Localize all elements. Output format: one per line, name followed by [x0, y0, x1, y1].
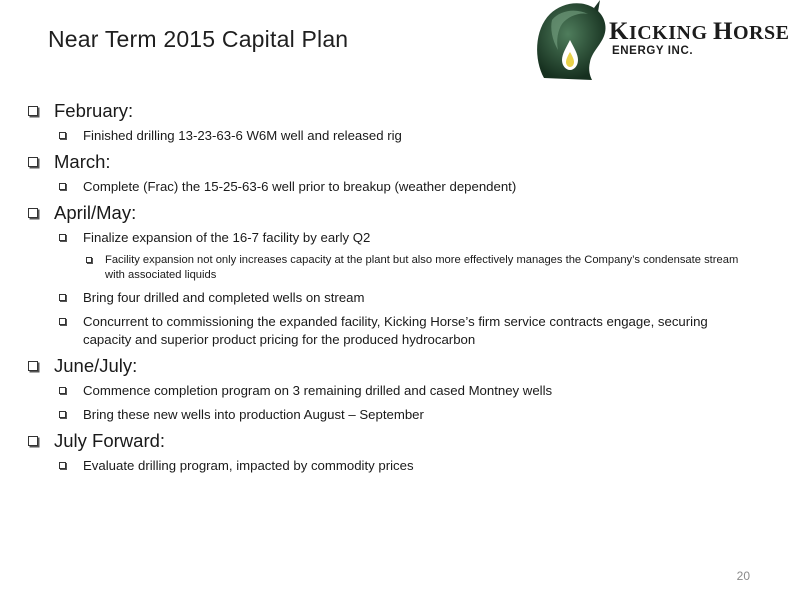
sub-list-item	[28, 253, 758, 283]
horse-head-logo-icon	[532, 0, 610, 80]
hollow-square-bullet-icon	[28, 106, 38, 116]
hollow-square-bullet-icon	[59, 411, 66, 418]
list-item-text: Concurrent to commissioning the expanded facility, Kicking Horse’s firm service contracts engage, securing capacity and superior product pricing for the produced hydrocarbon	[83, 314, 708, 347]
list-item	[28, 289, 758, 307]
section-heading-text: March:	[54, 151, 111, 172]
list-item-text: Evaluate drilling program, impacted by commodity prices	[83, 458, 414, 473]
list-item	[28, 313, 758, 349]
company-logo	[532, 0, 792, 84]
page-number: 20	[736, 569, 750, 583]
list-item-text: Finalize expansion of the 16-7 facility by early Q2	[83, 230, 371, 245]
logo-name-cap-k: K	[609, 18, 629, 45]
hollow-square-bullet-icon	[59, 183, 66, 190]
list-item-text: Bring these new wells into production August – September	[83, 407, 424, 422]
list-item	[28, 406, 758, 424]
section-heading-text: April/May:	[54, 202, 137, 223]
hollow-square-bullet-icon	[86, 257, 92, 263]
logo-name-cap-h: H	[713, 18, 733, 45]
hollow-square-bullet-icon	[59, 462, 66, 469]
list-item-text: Bring four drilled and completed wells on stream	[83, 290, 365, 305]
section-heading-april-may	[28, 202, 758, 224]
logo-name-rest-orse: ORSE	[732, 22, 790, 44]
list-item-text: Finished drilling 13-23-63-6 W6M well and released rig	[83, 128, 402, 143]
sub-list-item-text: Facility expansion not only increases capacity at the plant but also more effectively manages the Company’s condensate stream with associated liquids	[105, 254, 739, 281]
list-item	[28, 229, 758, 247]
logo-company-name	[609, 18, 789, 46]
bullet-list	[28, 96, 758, 481]
section-heading-february	[28, 100, 758, 122]
list-item	[28, 178, 758, 196]
section-heading-text: February:	[54, 100, 134, 121]
list-item-text: Commence completion program on 3 remaining drilled and cased Montney wells	[83, 383, 553, 398]
list-item-text: Complete (Frac) the 15-25-63-6 well prior to breakup (weather dependent)	[83, 179, 517, 194]
hollow-square-bullet-icon	[59, 294, 66, 301]
hollow-square-bullet-icon	[28, 157, 38, 167]
hollow-square-bullet-icon	[59, 318, 66, 325]
hollow-square-bullet-icon	[28, 208, 38, 218]
section-heading-july-forward	[28, 430, 758, 452]
hollow-square-bullet-icon	[59, 132, 66, 139]
logo-subtitle: ENERGY INC.	[612, 45, 694, 57]
hollow-square-bullet-icon	[28, 436, 38, 446]
hollow-square-bullet-icon	[59, 387, 66, 394]
list-item	[28, 457, 758, 475]
section-heading-text: June/July:	[54, 355, 138, 376]
section-heading-text: July Forward:	[54, 430, 166, 451]
list-item	[28, 382, 758, 400]
list-item	[28, 127, 758, 145]
hollow-square-bullet-icon	[59, 234, 66, 241]
hollow-square-bullet-icon	[28, 361, 38, 371]
logo-name-rest-icking: ICKING	[628, 22, 708, 44]
section-heading-june-july	[28, 355, 758, 377]
slide-title: Near Term 2015 Capital Plan	[48, 26, 349, 52]
section-heading-march	[28, 151, 758, 173]
